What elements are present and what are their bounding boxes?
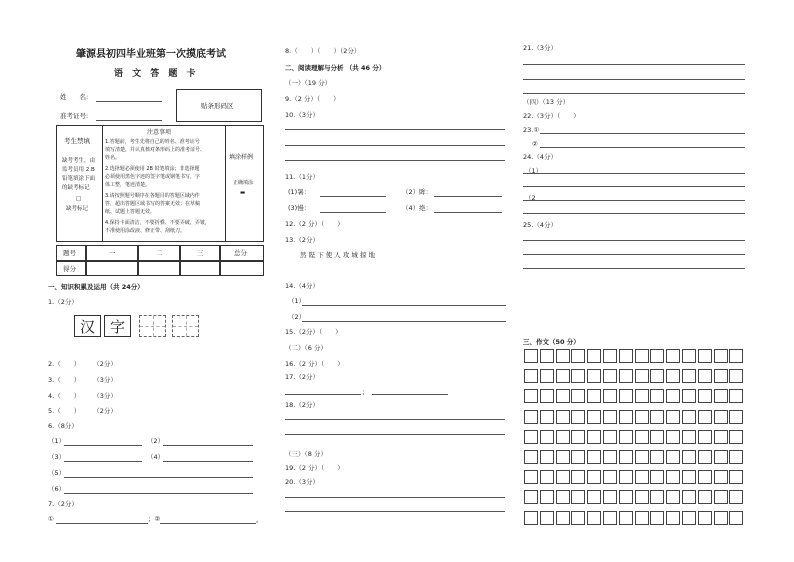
essay-cell[interactable] (603, 349, 617, 363)
essay-cell[interactable] (571, 511, 585, 525)
essay-cell[interactable] (556, 430, 570, 444)
essay-cell[interactable] (524, 430, 538, 444)
essay-cell[interactable] (698, 349, 712, 363)
essay-cell[interactable] (603, 490, 617, 504)
section1-title: 一、知识积累及运用（共 24分） (48, 283, 144, 291)
essay-cell[interactable] (635, 490, 649, 504)
essay-cell[interactable] (540, 470, 554, 484)
essay-cell[interactable] (698, 490, 712, 504)
essay-cell[interactable] (556, 410, 570, 424)
essay-cell[interactable] (540, 450, 554, 464)
essay-cell[interactable] (524, 349, 538, 363)
essay-cell[interactable] (619, 389, 633, 403)
essay-cell[interactable] (635, 450, 649, 464)
essay-cell[interactable] (714, 470, 728, 484)
essay-cell[interactable] (729, 369, 743, 383)
essay-cell[interactable] (666, 430, 680, 444)
essay-cell[interactable] (603, 389, 617, 403)
name-field[interactable] (96, 101, 162, 102)
essay-cell[interactable] (682, 511, 696, 525)
essay-cell[interactable] (587, 369, 601, 383)
essay-cell[interactable] (571, 389, 585, 403)
essay-cell[interactable] (698, 511, 712, 525)
essay-cell[interactable] (729, 470, 743, 484)
essay-cell[interactable] (587, 470, 601, 484)
essay-cell[interactable] (619, 470, 633, 484)
essay-cell[interactable] (698, 389, 712, 403)
essay-cell[interactable] (556, 511, 570, 525)
essay-cell[interactable] (587, 410, 601, 424)
essay-cell[interactable] (571, 430, 585, 444)
name-label: 姓 名: (60, 93, 89, 101)
essay-cell[interactable] (540, 490, 554, 504)
section2-title: 二、阅读理解与分析 （共 46 分） (285, 64, 386, 72)
essay-cell[interactable] (556, 369, 570, 383)
essay-cell[interactable] (682, 410, 696, 424)
essay-cell[interactable] (682, 349, 696, 363)
ticket-field[interactable] (96, 120, 162, 121)
essay-cell[interactable] (714, 511, 728, 525)
essay-cell[interactable] (571, 369, 585, 383)
essay-cell[interactable] (587, 450, 601, 464)
essay-cell[interactable] (682, 430, 696, 444)
essay-cell[interactable] (603, 470, 617, 484)
essay-cell[interactable] (666, 511, 680, 525)
essay-cell[interactable] (635, 389, 649, 403)
fill-sample-title: 填涂样例 (229, 154, 254, 161)
ticket-label: 准考证号: (60, 112, 89, 120)
essay-cell[interactable] (729, 349, 743, 363)
essay-cell[interactable] (729, 490, 743, 504)
essay-cell[interactable] (603, 430, 617, 444)
essay-cell[interactable] (603, 511, 617, 525)
essay-cell[interactable] (650, 410, 664, 424)
section3-title: 三、作文（50 分） (523, 338, 580, 346)
essay-cell[interactable] (524, 410, 538, 424)
essay-cell[interactable] (729, 450, 743, 464)
essay-cell[interactable] (619, 511, 633, 525)
essay-cell[interactable] (729, 511, 743, 525)
essay-cell[interactable] (714, 410, 728, 424)
essay-cell[interactable] (729, 430, 743, 444)
essay-cell[interactable] (540, 349, 554, 363)
essay-cell[interactable] (666, 410, 680, 424)
essay-cell[interactable] (571, 410, 585, 424)
essay-cell[interactable] (714, 490, 728, 504)
notice-title: 注意事项 (147, 129, 172, 136)
essay-cell[interactable] (635, 470, 649, 484)
essay-cell[interactable] (556, 470, 570, 484)
essay-cell[interactable] (635, 430, 649, 444)
essay-cell[interactable] (619, 490, 633, 504)
essay-cell[interactable] (666, 369, 680, 383)
essay-cell[interactable] (587, 349, 601, 363)
absent-checkbox[interactable]: □ (76, 196, 82, 202)
essay-cell[interactable] (571, 490, 585, 504)
essay-cell[interactable] (524, 470, 538, 484)
essay-cell[interactable] (587, 490, 601, 504)
essay-cell[interactable] (524, 511, 538, 525)
essay-cell[interactable] (650, 490, 664, 504)
essay-cell[interactable] (698, 369, 712, 383)
essay-cell[interactable] (650, 430, 664, 444)
essay-cell[interactable] (650, 389, 664, 403)
page-title: 肇源县初四毕业班第一次摸底考试 (76, 49, 226, 60)
essay-cell[interactable] (619, 450, 633, 464)
essay-cell[interactable] (729, 410, 743, 424)
page-subtitle: 语 文 答 题 卡 (114, 69, 199, 79)
essay-cell[interactable] (540, 369, 554, 383)
notice-box: 考生禁填 缺考考生，由 监考员用 2 B 铅笔填涂下面 的缺考标记 □ 缺考标记 注意事项 1.答题前，考生先将自己的姓名、准考证号 填写清楚，并认真核对条形码上的准考证号、 姓名。 2.选择题必须使用 2B 铅笔填涂；非选择题 必须使用黑色字迹的签字笔或钢笔书写，字 体工整，笔迹清楚。 3.请按照题号顺序在各题目的答题区域内作 答，超出答题区域书写的答案无效；在草稿 纸、试题上答题无效。 4.保持卡面清洁，不要折叠、不要弄破、弄皱， 不准使用涂改液、修正带、刮纸刀。 填涂样例 正确填涂 ▬ (56, 125, 264, 242)
essay-cell[interactable] (682, 369, 696, 383)
essay-cell[interactable] (540, 511, 554, 525)
essay-cell[interactable] (524, 450, 538, 464)
essay-cell[interactable] (524, 389, 538, 403)
essay-cell[interactable] (698, 450, 712, 464)
essay-cell[interactable] (714, 349, 728, 363)
essay-cell[interactable] (619, 369, 633, 383)
essay-cell[interactable] (682, 490, 696, 504)
essay-cell[interactable] (556, 490, 570, 504)
essay-cell[interactable] (650, 511, 664, 525)
essay-cell[interactable] (635, 369, 649, 383)
essay-cell[interactable] (603, 410, 617, 424)
absent-title: 考生禁填 (64, 137, 90, 145)
essay-cell[interactable] (714, 369, 728, 383)
essay-cell[interactable] (666, 349, 680, 363)
essay-cell[interactable] (587, 511, 601, 525)
essay-cell[interactable] (524, 369, 538, 383)
essay-cell[interactable] (619, 410, 633, 424)
fill-sample-mark: ▬ (240, 190, 246, 196)
essay-cell[interactable] (650, 470, 664, 484)
essay-cell[interactable] (540, 389, 554, 403)
essay-cell[interactable] (650, 369, 664, 383)
essay-cell[interactable] (682, 389, 696, 403)
essay-cell[interactable] (603, 450, 617, 464)
essay-cell[interactable] (556, 349, 570, 363)
essay-cell[interactable] (603, 369, 617, 383)
essay-cell[interactable] (714, 389, 728, 403)
essay-cell[interactable] (666, 470, 680, 484)
essay-cell[interactable] (682, 470, 696, 484)
q13-sentence: 然 陛 下 使 人 攻 城 掠 地 (300, 251, 376, 259)
essay-cell[interactable] (698, 470, 712, 484)
essay-cell[interactable] (587, 389, 601, 403)
essay-cell[interactable] (714, 450, 728, 464)
essay-cell[interactable] (619, 349, 633, 363)
essay-cell[interactable] (682, 450, 696, 464)
essay-cell[interactable] (666, 450, 680, 464)
essay-cell[interactable] (635, 511, 649, 525)
essay-cell[interactable] (729, 389, 743, 403)
essay-cell[interactable] (650, 450, 664, 464)
essay-cell[interactable] (666, 490, 680, 504)
essay-cell[interactable] (666, 389, 680, 403)
essay-cell[interactable] (635, 410, 649, 424)
essay-cell[interactable] (698, 430, 712, 444)
essay-cell[interactable] (587, 430, 601, 444)
essay-cell[interactable] (571, 470, 585, 484)
essay-cell[interactable] (650, 349, 664, 363)
essay-cell[interactable] (635, 349, 649, 363)
essay-cell[interactable] (571, 349, 585, 363)
essay-cell[interactable] (540, 430, 554, 444)
barcode-area: 贴条形码区 (176, 89, 262, 122)
essay-cell[interactable] (556, 450, 570, 464)
essay-cell[interactable] (540, 410, 554, 424)
essay-cell[interactable] (714, 430, 728, 444)
essay-grid[interactable] (524, 349, 745, 526)
essay-cell[interactable] (619, 430, 633, 444)
essay-cell[interactable] (556, 389, 570, 403)
essay-cell[interactable] (571, 450, 585, 464)
essay-cell[interactable] (698, 410, 712, 424)
essay-cell[interactable] (524, 490, 538, 504)
